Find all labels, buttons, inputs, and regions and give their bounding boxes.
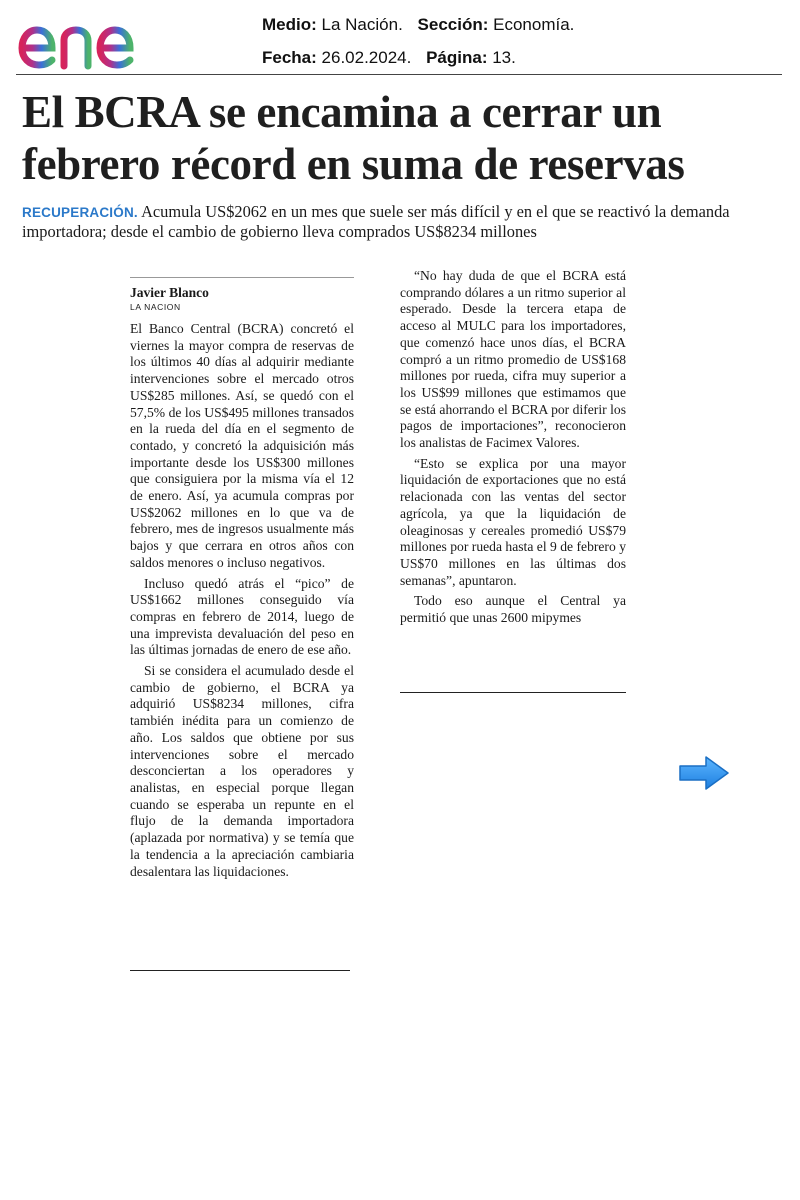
deck-text: Acumula US$2062 en un mes que suele ser más difícil y en el que se reactivó la demanda importadora; desde el cambio de gobierno lleva comprados US$8234 millones bbox=[22, 202, 730, 241]
header-divider bbox=[16, 74, 782, 75]
article-column-right bbox=[400, 268, 626, 631]
pagina-label: Página: bbox=[426, 48, 488, 67]
meta-line-1 bbox=[262, 8, 574, 41]
fecha-value: 26.02.2024. bbox=[321, 48, 412, 67]
fecha-label: Fecha: bbox=[262, 48, 317, 67]
section-kicker: RECUPERACIÓN. bbox=[22, 205, 138, 220]
clipping-metadata bbox=[262, 8, 574, 74]
medio-value: La Nación. bbox=[321, 15, 403, 34]
paragraph: “Esto se explica por una mayor liquidación de exportaciones que no está relacionada con las ventas del sector agrícola, ya que la liquidación de oleaginosas y cereales promedió US$79 millones por rueda hasta el 9 de febrero y US$70 millones en las últimas dos semanas”, apuntaron. bbox=[400, 455, 626, 588]
paragraph: Si se considera el acumulado desde el cambio de gobierno, el BCRA ya adquirió US$8234 millones, cifra también inédita para un comienzo de año. Los saldos que obtiene por sus intervenciones sobre el mercado desconciertan a los operadores y analistas, en especial porque llegan cuando se esperaba un repunte en el flujo de la demanda importadora (aplazada por normativa) y se temía que la tendencia a la apreciación cambiaria desalentara las liquidaciones. bbox=[130, 663, 354, 879]
headline-line-2: febrero récord en suma de reservas bbox=[22, 139, 685, 189]
medio-label: Medio: bbox=[262, 15, 317, 34]
paragraph: Incluso quedó atrás el “pico” de US$1662 millones conseguido vía compras en febrero de 2014, luego de una imprevista devaluación del peso en las últimas jornadas de enero de ese año. bbox=[130, 575, 354, 658]
column-top-divider bbox=[130, 277, 354, 278]
pagina-value: 13. bbox=[492, 48, 516, 67]
article-headline bbox=[22, 86, 782, 190]
headline-line-1: El BCRA se encamina a cerrar un bbox=[22, 87, 662, 137]
paragraph: Todo eso aunque el Central ya permitió que unas 2600 mipymes bbox=[400, 593, 626, 626]
meta-line-2 bbox=[262, 41, 574, 74]
column-end-divider bbox=[130, 970, 350, 971]
article-column-left bbox=[130, 277, 354, 884]
paragraph: El Banco Central (BCRA) concretó el viernes la mayor compra de reservas de los últimos 40 días al adquirir mediante intervenciones sobre el mercado otros US$285 millones. Así, se quedó con el 57,5% de los US$495 millones transados en la rueda del día en el segmento de contado, y concretó la adquisición más importante desde los US$300 millones que consiguiera por la misma vía el 12 de enero. Así, ya acumula compras por US$2062 millones en lo que va de febrero, mes de ingresos usualmente más bajos y que cerrara en otros años con saldos menores o incluso negativos. bbox=[130, 321, 354, 570]
arrow-right-icon[interactable] bbox=[678, 754, 730, 792]
enel-logo bbox=[14, 6, 184, 72]
column-end-divider bbox=[400, 692, 626, 693]
author-byline: Javier Blanco bbox=[130, 285, 209, 300]
seccion-label: Sección: bbox=[417, 15, 489, 34]
seccion-value: Economía. bbox=[493, 15, 575, 34]
author-source: LA NACION bbox=[130, 302, 181, 312]
paragraph: “No hay duda de que el BCRA está comprando dólares a un ritmo superior al esperado. Desde la tercera etapa de acceso al MULC para los importadores, que comenzó hace unos días, el BCRA compró a un ritmo promedio de US$168 millones por rueda, cifra muy superior a los US$99 millones que estimamos que se está ahorrando el BCRA por diferir los pagos de importaciones”, reconocieron los analistas de Facimex Valores. bbox=[400, 268, 626, 451]
article-deck bbox=[22, 202, 782, 241]
